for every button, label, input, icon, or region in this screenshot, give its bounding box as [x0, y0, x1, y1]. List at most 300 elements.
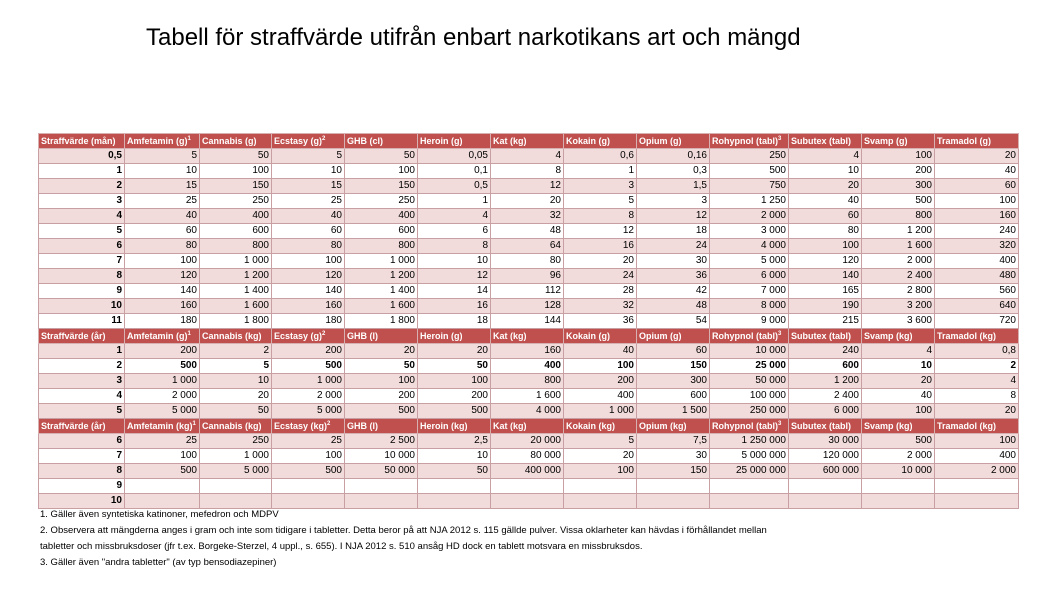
- header-row-section-3: [39, 419, 1019, 434]
- table-cell: 48: [491, 224, 564, 239]
- table-row: [39, 374, 1019, 389]
- row-label-cell: 9: [39, 284, 125, 299]
- table-cell: 8: [418, 239, 491, 254]
- table-cell: 3 600: [862, 314, 935, 329]
- table-cell: [125, 479, 200, 494]
- table-cell: 20: [935, 149, 1019, 164]
- table-row: [39, 164, 1019, 179]
- footnote-2-continued: tabletter och missbruksdoser (jfr t.ex. Borgeke-Sterzel, 4 uppl., s. 655). I NJA 2012 s. 510 ansåg HD dock en tablett motsvara en missbruksdos.: [40, 541, 643, 552]
- table-cell: 50: [345, 359, 418, 374]
- table-cell: 250 000: [710, 404, 789, 419]
- footnote-2: 2. Observera att mängderna anges i gram och inte som tidigare i tabletter. Detta beror på att NJA 2012 s. 115 gällde pulver. Vissa oklarheter kan hävdas i förhållandet mellan: [40, 525, 767, 536]
- table-cell: 10 000: [710, 344, 789, 359]
- table-cell: 3 000: [710, 224, 789, 239]
- table-cell: 0,3: [637, 164, 710, 179]
- table-cell: 500: [862, 434, 935, 449]
- table-cell: 1,5: [637, 179, 710, 194]
- column-header-label: Subutex (tabl): [791, 136, 851, 146]
- table-cell: 4: [491, 149, 564, 164]
- table-row: [39, 224, 1019, 239]
- table-cell: 100: [200, 164, 272, 179]
- table-row: [39, 479, 1019, 494]
- table-row: [39, 434, 1019, 449]
- row-label-cell: 5: [39, 224, 125, 239]
- table-cell: 48: [637, 299, 710, 314]
- table-cell: 36: [564, 314, 637, 329]
- table-cell: 1 600: [345, 299, 418, 314]
- table-cell: 60: [125, 224, 200, 239]
- table-cell: 10: [418, 449, 491, 464]
- column-header: [564, 134, 637, 149]
- table-cell: 150: [637, 464, 710, 479]
- table-cell: 40: [125, 209, 200, 224]
- table-cell: 250: [200, 194, 272, 209]
- table-cell: 1 250 000: [710, 434, 789, 449]
- table-row: [39, 239, 1019, 254]
- table-cell: 8: [935, 389, 1019, 404]
- table-cell: [345, 479, 418, 494]
- table-cell: 190: [789, 299, 862, 314]
- footnote-marker: 3: [778, 421, 782, 427]
- column-header-label: Ecstasy (g): [274, 136, 323, 146]
- table-row: [39, 314, 1019, 329]
- column-header-label: Opium (g): [639, 136, 682, 146]
- table-cell: 7,5: [637, 434, 710, 449]
- column-header: [637, 329, 710, 344]
- column-header: [935, 329, 1019, 344]
- column-header: [39, 419, 125, 434]
- table-cell: 10: [418, 254, 491, 269]
- footnote-3: 3. Gäller även "andra tabletter" (av typ bensodiazepiner): [40, 557, 277, 568]
- table-cell: 1 400: [345, 284, 418, 299]
- table-cell: 40: [564, 344, 637, 359]
- table-cell: 120: [125, 269, 200, 284]
- column-header: [491, 419, 564, 434]
- table-cell: 0,8: [935, 344, 1019, 359]
- table-cell: 215: [789, 314, 862, 329]
- column-header-label: Heroin (g): [420, 136, 463, 146]
- table-cell: 1 500: [637, 404, 710, 419]
- table-cell: 400: [491, 359, 564, 374]
- table-cell: 54: [637, 314, 710, 329]
- table-cell: 400: [345, 209, 418, 224]
- table-cell: 60: [935, 179, 1019, 194]
- table-cell: [637, 479, 710, 494]
- table-cell: 100: [125, 254, 200, 269]
- table-cell: 12: [491, 179, 564, 194]
- table-cell: 7 000: [710, 284, 789, 299]
- table-cell: 30: [637, 449, 710, 464]
- table-cell: 25: [272, 434, 345, 449]
- column-header-label: Cannabis (kg): [202, 421, 262, 431]
- table-cell: 30 000: [789, 434, 862, 449]
- table-cell: 4 000: [491, 404, 564, 419]
- table-cell: 140: [125, 284, 200, 299]
- table-cell: 10: [789, 164, 862, 179]
- table-cell: 100: [125, 449, 200, 464]
- table-cell: 100: [564, 464, 637, 479]
- footnote-marker: 3: [778, 331, 782, 337]
- table-cell: 1 600: [200, 299, 272, 314]
- row-label-cell: 1: [39, 164, 125, 179]
- table-cell: 100: [418, 374, 491, 389]
- table-row: [39, 299, 1019, 314]
- column-header-label: Svamp (g): [864, 136, 908, 146]
- row-label-cell: 6: [39, 434, 125, 449]
- column-header: [710, 134, 789, 149]
- column-header: [272, 419, 345, 434]
- column-header: [345, 419, 418, 434]
- table-cell: 100: [789, 239, 862, 254]
- table-row: [39, 209, 1019, 224]
- column-header-label: Kat (kg): [493, 421, 527, 431]
- table-cell: 144: [491, 314, 564, 329]
- table-cell: 10: [125, 164, 200, 179]
- table-cell: 12: [418, 269, 491, 284]
- table-cell: 2: [935, 359, 1019, 374]
- table-cell: 20: [935, 404, 1019, 419]
- table-cell: 2: [200, 344, 272, 359]
- table-cell: 80: [272, 239, 345, 254]
- table-cell: 250: [200, 434, 272, 449]
- row-label-cell: 0,5: [39, 149, 125, 164]
- table-cell: 150: [345, 179, 418, 194]
- table-cell: 50: [200, 149, 272, 164]
- table-cell: 5: [564, 194, 637, 209]
- table-cell: 300: [862, 179, 935, 194]
- table-cell: 200: [418, 389, 491, 404]
- table-cell: 150: [200, 179, 272, 194]
- table-cell: 128: [491, 299, 564, 314]
- table-row: [39, 284, 1019, 299]
- table-cell: 20: [345, 344, 418, 359]
- table-row: [39, 359, 1019, 374]
- column-header: [862, 329, 935, 344]
- column-header: [418, 329, 491, 344]
- column-header: [789, 329, 862, 344]
- table-cell: 0,05: [418, 149, 491, 164]
- table-cell: 200: [564, 374, 637, 389]
- table-cell: 32: [491, 209, 564, 224]
- table-cell: [710, 479, 789, 494]
- table-cell: 96: [491, 269, 564, 284]
- row-label-cell: 2: [39, 179, 125, 194]
- table-cell: 120 000: [789, 449, 862, 464]
- table-cell: 800: [345, 239, 418, 254]
- page-title: Tabell för straffvärde utifrån enbart narkotikans art och mängd: [146, 24, 801, 51]
- table-cell: 200: [862, 164, 935, 179]
- table-cell: 500: [345, 404, 418, 419]
- footnote-marker: 2: [322, 331, 326, 337]
- table-cell: 20: [200, 389, 272, 404]
- table-cell: 160: [272, 299, 345, 314]
- table-cell: 12: [564, 224, 637, 239]
- table-cell: 50: [418, 464, 491, 479]
- column-header: [200, 134, 272, 149]
- table-cell: 50: [345, 149, 418, 164]
- table-row: [39, 404, 1019, 419]
- column-header-label: GHB (l): [347, 421, 378, 431]
- table-cell: 300: [637, 374, 710, 389]
- table-cell: 10 000: [862, 464, 935, 479]
- table-cell: 400: [935, 254, 1019, 269]
- table-cell: 5 000 000: [710, 449, 789, 464]
- table-cell: 560: [935, 284, 1019, 299]
- table-cell: 1 400: [200, 284, 272, 299]
- row-label-cell: 8: [39, 464, 125, 479]
- column-header: [418, 134, 491, 149]
- table-cell: 160: [125, 299, 200, 314]
- table-cell: 4: [789, 149, 862, 164]
- row-label-cell: 7: [39, 449, 125, 464]
- row-label-cell: 11: [39, 314, 125, 329]
- table-cell: 180: [272, 314, 345, 329]
- table-cell: 2 500: [345, 434, 418, 449]
- row-label-cell: 4: [39, 389, 125, 404]
- table-cell: [935, 479, 1019, 494]
- table-cell: 2 000: [862, 254, 935, 269]
- table-cell: 500: [272, 359, 345, 374]
- table-cell: 28: [564, 284, 637, 299]
- row-label-cell: 9: [39, 479, 125, 494]
- table-cell: 8: [491, 164, 564, 179]
- column-header-label: Amfetamin (kg): [127, 421, 193, 431]
- column-header-label: Svamp (kg): [864, 421, 913, 431]
- table-cell: 250: [710, 149, 789, 164]
- table-cell: 20: [564, 449, 637, 464]
- table-cell: 1 000: [200, 449, 272, 464]
- table-cell: 20: [564, 254, 637, 269]
- column-header: [200, 419, 272, 434]
- table-cell: 500: [418, 404, 491, 419]
- table-cell: 500: [272, 464, 345, 479]
- column-header-label: Straffvärde (år): [41, 331, 106, 341]
- table-cell: 400: [200, 209, 272, 224]
- column-header-label: Ecstasy (g): [274, 331, 323, 341]
- column-header: [125, 134, 200, 149]
- table-cell: 60: [637, 344, 710, 359]
- table-cell: 600: [789, 359, 862, 374]
- table-cell: 20 000: [491, 434, 564, 449]
- row-label-cell: 7: [39, 254, 125, 269]
- table-cell: 240: [935, 224, 1019, 239]
- column-header-label: Tramadol (kg): [937, 421, 997, 431]
- table-cell: [491, 479, 564, 494]
- table-cell: 140: [272, 284, 345, 299]
- column-header-label: Heroin (kg): [420, 421, 468, 431]
- table-cell: 800: [200, 239, 272, 254]
- footnotes: [40, 507, 1030, 571]
- column-header: [39, 329, 125, 344]
- table-row: [39, 269, 1019, 284]
- column-header-label: Kokain (g): [566, 331, 610, 341]
- table-row: [39, 149, 1019, 164]
- table-cell: 80: [125, 239, 200, 254]
- table-cell: 200: [272, 344, 345, 359]
- column-header-label: Kat (kg): [493, 331, 527, 341]
- column-header: [637, 134, 710, 149]
- table-cell: 112: [491, 284, 564, 299]
- table-cell: 500: [862, 194, 935, 209]
- table-cell: [862, 479, 935, 494]
- table-cell: 3 200: [862, 299, 935, 314]
- table-cell: 4: [935, 374, 1019, 389]
- table-cell: 480: [935, 269, 1019, 284]
- table-cell: 20: [862, 374, 935, 389]
- table-cell: 2 800: [862, 284, 935, 299]
- table-cell: 16: [564, 239, 637, 254]
- row-label-cell: 8: [39, 269, 125, 284]
- table-cell: 500: [125, 464, 200, 479]
- row-label-cell: 2: [39, 359, 125, 374]
- footnote-marker: 2: [322, 136, 326, 142]
- column-header-label: Heroin (g): [420, 331, 463, 341]
- footnote-marker: 1: [187, 136, 191, 142]
- table-cell: 8 000: [710, 299, 789, 314]
- table-cell: 10: [862, 359, 935, 374]
- row-label-cell: 5: [39, 404, 125, 419]
- column-header-label: Amfetamin (g): [127, 136, 188, 146]
- column-header-label: Amfetamin (g): [127, 331, 188, 341]
- table-row: [39, 464, 1019, 479]
- table-cell: 60: [272, 224, 345, 239]
- column-header: [564, 419, 637, 434]
- column-header: [637, 419, 710, 434]
- column-header-label: Rohypnol (tabl): [712, 331, 778, 341]
- table-cell: 15: [125, 179, 200, 194]
- table-cell: 5 000: [125, 404, 200, 419]
- table-cell: 100: [935, 194, 1019, 209]
- table-cell: 500: [125, 359, 200, 374]
- table-cell: 50: [200, 404, 272, 419]
- table-cell: 1 200: [862, 224, 935, 239]
- table-cell: 8: [564, 209, 637, 224]
- column-header: [491, 329, 564, 344]
- footnote-marker: 2: [327, 421, 331, 427]
- column-header-label: Tramadol (kg): [937, 331, 997, 341]
- table-cell: 1 250: [710, 194, 789, 209]
- table-cell: 1 600: [862, 239, 935, 254]
- table-cell: 0,1: [418, 164, 491, 179]
- row-label-cell: 3: [39, 374, 125, 389]
- table-cell: 200: [125, 344, 200, 359]
- table-row: [39, 179, 1019, 194]
- table-cell: 50: [418, 359, 491, 374]
- table-cell: 100: [272, 449, 345, 464]
- column-header-label: Straffvärde (år): [41, 421, 106, 431]
- table-cell: 6 000: [789, 404, 862, 419]
- table-cell: 64: [491, 239, 564, 254]
- table-cell: 0,6: [564, 149, 637, 164]
- column-header-label: Cannabis (g): [202, 136, 257, 146]
- table-cell: 600: [345, 224, 418, 239]
- table-cell: 14: [418, 284, 491, 299]
- row-label-cell: 10: [39, 494, 125, 509]
- column-header: [789, 134, 862, 149]
- table-cell: 24: [637, 239, 710, 254]
- column-header: [272, 134, 345, 149]
- table-cell: 10: [272, 164, 345, 179]
- table-cell: 18: [637, 224, 710, 239]
- table-cell: 25 000 000: [710, 464, 789, 479]
- row-label-cell: 10: [39, 299, 125, 314]
- table-cell: 1 800: [345, 314, 418, 329]
- table-cell: 1: [564, 164, 637, 179]
- column-header: [272, 329, 345, 344]
- column-header: [345, 134, 418, 149]
- table-cell: 2 000: [125, 389, 200, 404]
- table-cell: 20: [789, 179, 862, 194]
- table-cell: 5: [200, 359, 272, 374]
- table-cell: 100: [345, 374, 418, 389]
- column-header: [418, 419, 491, 434]
- table-cell: 15: [272, 179, 345, 194]
- table-cell: 250: [345, 194, 418, 209]
- table-cell: 2 000: [935, 464, 1019, 479]
- table-cell: 80 000: [491, 449, 564, 464]
- table-cell: 100: [862, 149, 935, 164]
- table-cell: 1 000: [125, 374, 200, 389]
- column-header-label: Svamp (kg): [864, 331, 913, 341]
- column-header: [710, 329, 789, 344]
- table-cell: 1 200: [789, 374, 862, 389]
- table-cell: 100: [862, 404, 935, 419]
- table-cell: 4 000: [710, 239, 789, 254]
- table-cell: 9 000: [710, 314, 789, 329]
- row-label-cell: 3: [39, 194, 125, 209]
- table-cell: 5: [564, 434, 637, 449]
- header-row-section-2: [39, 329, 1019, 344]
- table-cell: 1 000: [272, 374, 345, 389]
- table-cell: [200, 479, 272, 494]
- column-header-label: GHB (l): [347, 331, 378, 341]
- table-cell: 42: [637, 284, 710, 299]
- table-cell: 20: [418, 344, 491, 359]
- column-header: [789, 419, 862, 434]
- table-cell: 0,16: [637, 149, 710, 164]
- table-cell: 12: [637, 209, 710, 224]
- table-cell: 1 200: [345, 269, 418, 284]
- header-row-section-1: [39, 134, 1019, 149]
- table-cell: 16: [418, 299, 491, 314]
- table-cell: 10 000: [345, 449, 418, 464]
- table-cell: 600: [637, 389, 710, 404]
- column-header: [710, 419, 789, 434]
- column-header: [491, 134, 564, 149]
- table-cell: 4: [862, 344, 935, 359]
- table-cell: 40: [935, 164, 1019, 179]
- table-cell: 180: [125, 314, 200, 329]
- table-cell: 25 000: [710, 359, 789, 374]
- table-cell: 800: [491, 374, 564, 389]
- column-header-label: Cannabis (kg): [202, 331, 262, 341]
- table-cell: 1 200: [200, 269, 272, 284]
- column-header: [345, 329, 418, 344]
- table-cell: 20: [491, 194, 564, 209]
- table-cell: 1 000: [564, 404, 637, 419]
- table-cell: 80: [789, 224, 862, 239]
- table-cell: 200: [345, 389, 418, 404]
- table-cell: 2 000: [272, 389, 345, 404]
- table-cell: 140: [789, 269, 862, 284]
- table-cell: 100: [564, 359, 637, 374]
- table-cell: 25: [125, 194, 200, 209]
- column-header-label: Straffvärde (mån): [41, 136, 116, 146]
- footnote-marker: 3: [778, 136, 782, 142]
- table-cell: 2 400: [789, 389, 862, 404]
- column-header: [39, 134, 125, 149]
- table-row: [39, 344, 1019, 359]
